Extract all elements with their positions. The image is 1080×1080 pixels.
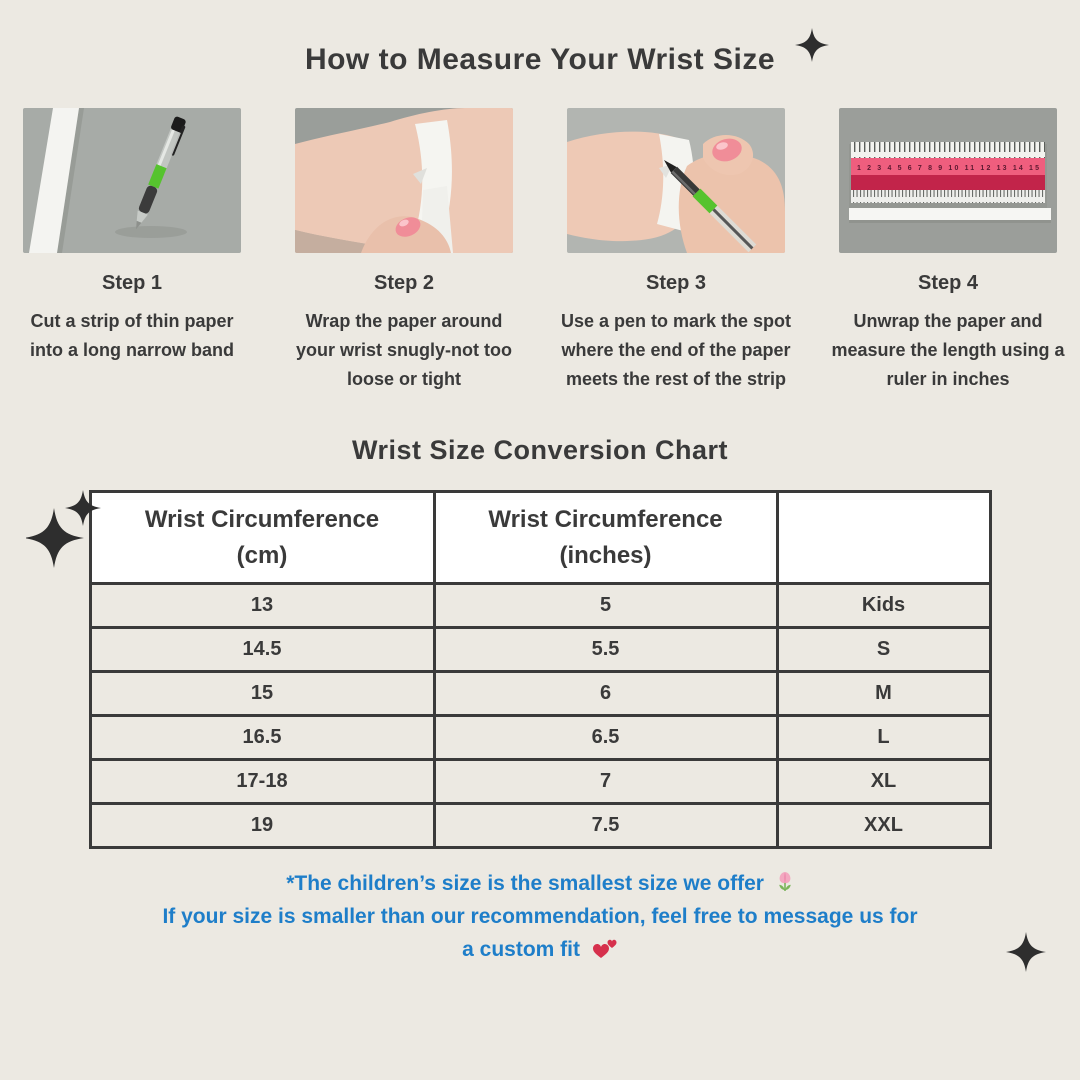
cell-cm: 17-18 xyxy=(90,760,434,804)
step-4-description: Unwrap the paper and measure the length using a ruler in inches xyxy=(831,311,1065,389)
page-title: How to Measure Your Wrist Size xyxy=(304,43,776,76)
step-2 xyxy=(295,108,513,394)
step-3-photo xyxy=(567,108,785,253)
header-size xyxy=(777,492,990,584)
footer-line-1-text: *The children’s size is the smallest size we offer xyxy=(286,872,764,895)
sparkle-icon xyxy=(1006,932,1046,972)
cell-inches: 7 xyxy=(434,760,777,804)
table-row xyxy=(90,804,990,848)
cell-cm: 14.5 xyxy=(90,628,434,672)
cell-cm: 16.5 xyxy=(90,716,434,760)
header-inches xyxy=(434,492,777,584)
footer-line-3-text: a custom fit xyxy=(462,938,580,961)
table-row xyxy=(90,628,990,672)
step-1 xyxy=(23,108,241,394)
cell-size: S xyxy=(777,628,990,672)
cell-inches: 6 xyxy=(434,672,777,716)
cell-cm: 19 xyxy=(90,804,434,848)
header-inches-label: Wrist Circumference xyxy=(488,505,723,533)
step-1-label: Step 1 xyxy=(101,272,163,294)
svg-text:1 2 3 4 5 6 7 8 9 10 11 12 13: 1 2 3 4 5 6 7 8 9 10 11 12 13 14 15 xyxy=(857,165,1039,172)
header-cm xyxy=(90,492,434,584)
footer-line-2 xyxy=(0,900,1080,933)
header-cm-unit: (cm) xyxy=(236,541,288,569)
table-row xyxy=(90,760,990,804)
footer-note xyxy=(0,867,1080,966)
footer-line-3 xyxy=(0,933,1080,966)
two-hearts-icon xyxy=(592,937,618,959)
header-inches-unit: (inches) xyxy=(559,541,652,569)
cell-size: M xyxy=(777,672,990,716)
step-2-description: Wrap the paper around your wrist snugly-not too loose or tight xyxy=(296,311,512,389)
cell-size: XXL xyxy=(777,804,990,848)
step-3-label: Step 3 xyxy=(645,272,707,294)
step-4-photo xyxy=(839,108,1057,253)
steps-row xyxy=(0,108,1080,394)
tulip-icon xyxy=(776,871,794,893)
step-4-label: Step 4 xyxy=(917,272,979,294)
step-2-label: Step 2 xyxy=(373,272,435,294)
step-2-photo xyxy=(295,108,513,253)
step-4 xyxy=(831,108,1065,394)
cell-cm: 13 xyxy=(90,584,434,628)
wrist-size-conversion-table xyxy=(89,490,992,849)
conversion-chart-title: Wrist Size Conversion Chart xyxy=(351,435,729,465)
double-sparkle-icon xyxy=(26,490,102,572)
cell-inches: 6.5 xyxy=(434,716,777,760)
step-1-description: Cut a strip of thin paper into a long narrow band xyxy=(30,311,234,360)
footer-line-2-text: If your size is smaller than our recommendation, feel free to message us for xyxy=(162,905,918,928)
cell-size: XL xyxy=(777,760,990,804)
cell-inches: 7.5 xyxy=(434,804,777,848)
table-row xyxy=(90,672,990,716)
cell-inches: 5.5 xyxy=(434,628,777,672)
table-row xyxy=(90,716,990,760)
cell-size: Kids xyxy=(777,584,990,628)
step-1-photo xyxy=(23,108,241,253)
header-cm-label: Wrist Circumference xyxy=(144,505,380,533)
table-header-row xyxy=(90,492,990,584)
table-row xyxy=(90,584,990,628)
sparkle-icon xyxy=(795,28,829,62)
footer-line-1 xyxy=(0,867,1080,900)
cell-cm: 15 xyxy=(90,672,434,716)
step-3-description: Use a pen to mark the spot where the end of the paper meets the rest of the strip xyxy=(560,311,792,389)
cell-size: L xyxy=(777,716,990,760)
cell-inches: 5 xyxy=(434,584,777,628)
step-3 xyxy=(560,108,792,394)
